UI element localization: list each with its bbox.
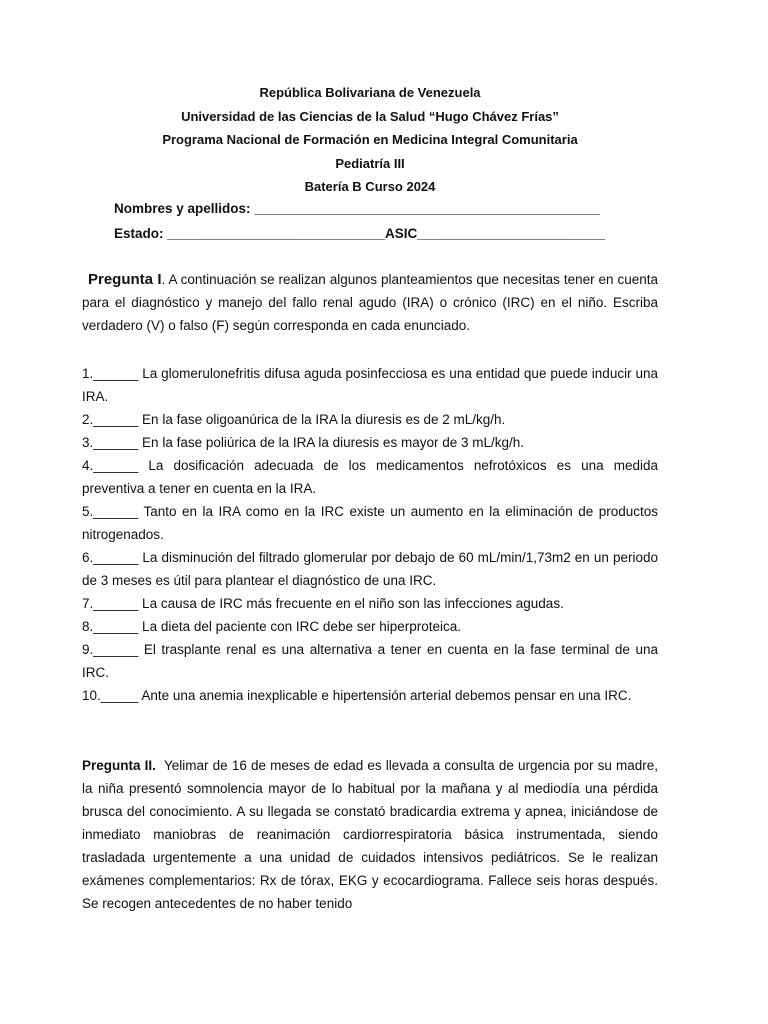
list-item: 9.______ El trasplante renal es una alternativa a tener en cuenta en la fase terminal de una IRC. (82, 642, 658, 680)
pregunta-2 (82, 754, 658, 915)
pregunta-2-text: Yelimar de 16 de meses de edad es llevada a consulta de urgencia por su madre, la niña presentó somnolencia mayor de lo habitual por la mañana y al mediodía una pérdida brusca del conocimiento. A su llegada se constató bradicardia extrema y apnea, iniciándose de inmediato maniobras de reanimación cardiorrespiratoria básica instrumentada, siendo trasladada urgentemente a una unidad de cuidados intensivos pediátricos. Se le realizan exámenes complementarios: Rx de tórax, EKG y ecocardiograma. Fallece seis horas después. Se recogen antecedentes de no haber tenido (82, 758, 659, 911)
asic-blank: _________________________ (417, 226, 605, 241)
pregunta-1 (82, 268, 658, 337)
pregunta-1-intro (82, 268, 658, 337)
list-item: 1.______ La glomerulonefritis difusa aguda posinfecciosa es una entidad que puede inducir una IRA. (82, 366, 658, 404)
list-item: 5.______ Tanto en la IRA como en la IRC existe un aumento en la eliminación de productos nitrogenados. (82, 504, 658, 542)
list-item: 4.______ La dosificación adecuada de los medicamentos nefrotóxicos es una medida preventiva a tener en cuenta en la IRA. (82, 458, 658, 496)
asic-label: ASIC (385, 226, 418, 241)
header-line-program: Programa Nacional de Formación en Medicina Integral Comunitaria (162, 132, 578, 147)
name-blank: ______________________________________________ (254, 201, 600, 216)
document-header (0, 84, 740, 202)
list-item: 3.______ En la fase poliúrica de la IRA la diuresis es mayor de 3 mL/kg/h. (82, 435, 524, 450)
header-line-university: Universidad de las Ciencias de la Salud “Hugo Chávez Frías” (181, 108, 559, 124)
list-item: 8.______ La dieta del paciente con IRC debe ser hiperproteica. (82, 619, 462, 634)
name-label: Nombres y apellidos: (114, 201, 251, 216)
pregunta-2-title: Pregunta II. (82, 758, 156, 773)
estado-label: Estado: (114, 226, 164, 241)
list-item: 10._____ Ante una anemia inexplicable e hipertensión arterial debemos pensar en una IRC. (82, 688, 632, 703)
estado-field (114, 225, 605, 243)
list-item: 7.______ La causa de IRC más frecuente en el niño son las infecciones agudas. (82, 596, 564, 611)
list-item: 2.______ En la fase oligoanúrica de la IRA la diuresis es de 2 mL/kg/h. (82, 412, 506, 427)
header-line-republic: República Bolivariana de Venezuela (259, 85, 481, 100)
header-line-subject: Pediatría III (335, 155, 405, 171)
list-item: 6.______ La disminución del filtrado glomerular por debajo de 60 mL/min/1,73m2 en un periodo de 3 meses es útil para plantear el diagnóstico de una IRC. (82, 550, 658, 588)
header-line-battery: Batería B Curso 2024 (304, 179, 436, 194)
estado-blank: __________________ (167, 226, 303, 241)
pregunta-2-paragraph (82, 754, 658, 915)
pregunta-1-title: Pregunta I (88, 271, 162, 288)
pregunta-1-items (82, 362, 658, 707)
estado-mid-blank: ___________ (302, 226, 386, 241)
name-field (114, 200, 600, 218)
pregunta-1-text: . A continuación se realizan algunos planteamientos que necesitas tener en cuenta para el diagnóstico y manejo del fallo renal agudo (IRA) o crónico (IRC) en el niño. Escriba verdadero (V) o falso (F) según corresponda en cada enunciado. (82, 272, 658, 333)
